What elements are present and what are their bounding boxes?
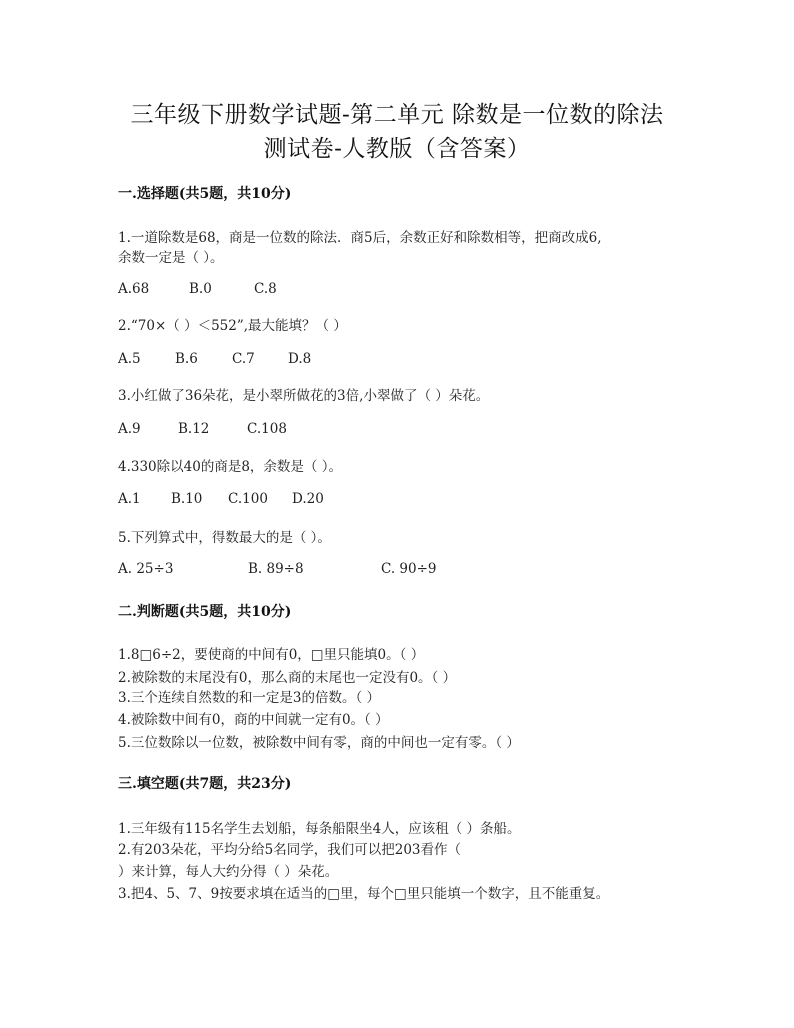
option-b: B.12: [178, 421, 210, 437]
question-2-text: 2.“70×（ ）＜552”,最大能填？（ ）: [118, 318, 347, 334]
judge-item-1: 1.8□6÷2，要使商的中间有0，□里只能填0。（ ）: [118, 647, 425, 663]
fill-item-2-line2: ）来计算，每人大约分得（ ）朵花。: [118, 864, 339, 880]
question-3-text: 3.小红做了36朵花，是小翠所做花的3倍,小翠做了（ ）朵花。: [118, 388, 490, 404]
fill-item-2-line1: 2.有203朵花，平均分给5名同学，我们可以把203看作（: [118, 842, 462, 858]
judge-item-5: 5.三位数除以一位数，被除数中间有零，商的中间也一定有零。（ ）: [118, 735, 520, 751]
section-heading-true-false: 二.判断题(共5题，共10分): [118, 604, 292, 620]
option-d: D.20: [292, 491, 324, 507]
question-4-text: 4.330除以40的商是8，余数是（ ）。: [118, 459, 342, 475]
section-heading-fill-blank: 三.填空题(共7题，共23分): [118, 776, 292, 792]
option-a: A.1: [118, 491, 141, 507]
judge-item-4: 4.被除数中间有0，商的中间就一定有0。（ ）: [118, 712, 389, 728]
option-a: A.9: [118, 421, 141, 437]
question-1-text-line1: 1.一道除数是68，商是一位数的除法．商5后，余数正好和除数相等，把商改成6,: [118, 230, 602, 246]
option-a: A.68: [118, 281, 150, 297]
option-b: B.6: [175, 351, 198, 367]
judge-item-3: 3.三个连续自然数的和一定是3的倍数。（ ）: [118, 690, 381, 706]
option-c: C.7: [232, 351, 255, 367]
option-b: B. 89÷8: [248, 561, 304, 577]
option-c: C.8: [254, 281, 277, 297]
judge-item-2: 2.被除数的末尾没有0，那么商的末尾也一定没有0。（ ）: [118, 670, 457, 686]
option-a: A.5: [118, 351, 141, 367]
section-heading-multiple-choice: 一.选择题(共5题，共10分): [118, 186, 292, 202]
fill-item-1: 1.三年级有115名学生去划船，每条船限坐4人，应该租（ ）条船。: [118, 821, 521, 837]
question-5-text: 5.下列算式中，得数最大的是（ ）。: [118, 530, 331, 546]
option-c: C.108: [247, 421, 287, 437]
option-c: C.100: [228, 491, 268, 507]
question-1-text-line2: 余数一定是（ ）。: [118, 250, 224, 266]
option-b: B.10: [171, 491, 203, 507]
option-a: A. 25÷3: [118, 561, 174, 577]
document-title-line2: 测试卷-人教版（含答案）: [263, 136, 531, 162]
option-d: D.8: [288, 351, 312, 367]
option-c: C. 90÷9: [381, 561, 437, 577]
fill-item-3: 3.把4、5、7、9按要求填在适当的□里，每个□里只能填一个数字，且不能重复。: [118, 886, 610, 902]
option-b: B.0: [189, 281, 212, 297]
document-title-line1: 三年级下册数学试题-第二单元 除数是一位数的除法: [130, 102, 664, 128]
